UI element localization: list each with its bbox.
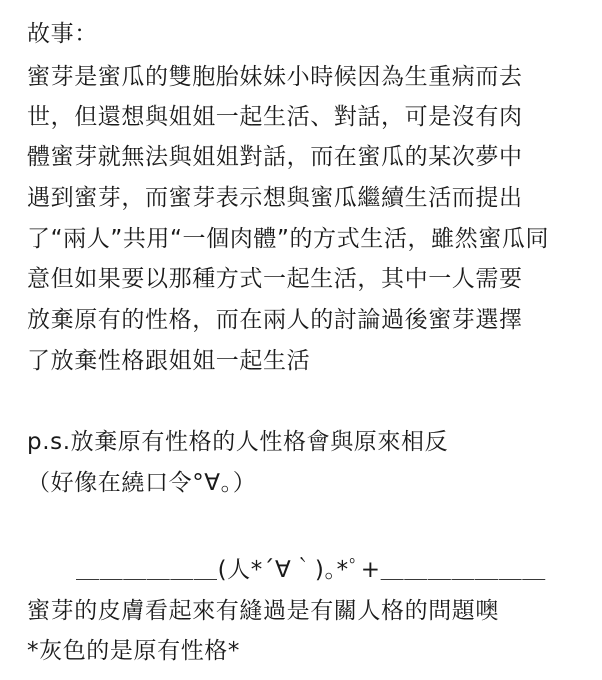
kaomoji-divider: ＿＿＿＿＿＿(人*´∀｀)｡*ﾟ+＿＿＿＿＿＿＿ <box>76 557 546 583</box>
story-line-3: 體蜜芽就無法與姐姐對話，而在蜜瓜的某次夢中 <box>27 144 523 170</box>
story-line-6: 意但如果要以那種方式一起生活，其中一人需要 <box>27 266 523 292</box>
story-line-4: 遇到蜜芽，而蜜芽表示想與蜜瓜繼續生活而提出 <box>27 185 523 211</box>
footer-line-2: *灰色的是原有性格* <box>27 638 240 664</box>
story-line-2: 世，但還想與姐姐一起生活、對話，可是沒有肉 <box>27 104 523 130</box>
story-line-5: 了“兩人”共用“一個肉體”的方式生活，雖然蜜瓜同 <box>27 226 550 252</box>
story-line-8: 了放棄性格跟姐姐一起生活 <box>27 348 311 374</box>
ps-line: p.s.放棄原有性格的人性格會與原來相反 <box>27 429 449 455</box>
story-line-7: 放棄原有的性格，而在兩人的討論過後蜜芽選擇 <box>27 307 523 333</box>
story-heading: 故事： <box>27 21 98 47</box>
ps-note: （好像在繞口令°∀。） <box>27 470 257 496</box>
story-line-1: 蜜芽是蜜瓜的雙胞胎妹妹小時候因為生重病而去 <box>27 64 523 90</box>
footer-line-1: 蜜芽的皮膚看起來有縫過是有關人格的問題噢 <box>27 598 499 624</box>
